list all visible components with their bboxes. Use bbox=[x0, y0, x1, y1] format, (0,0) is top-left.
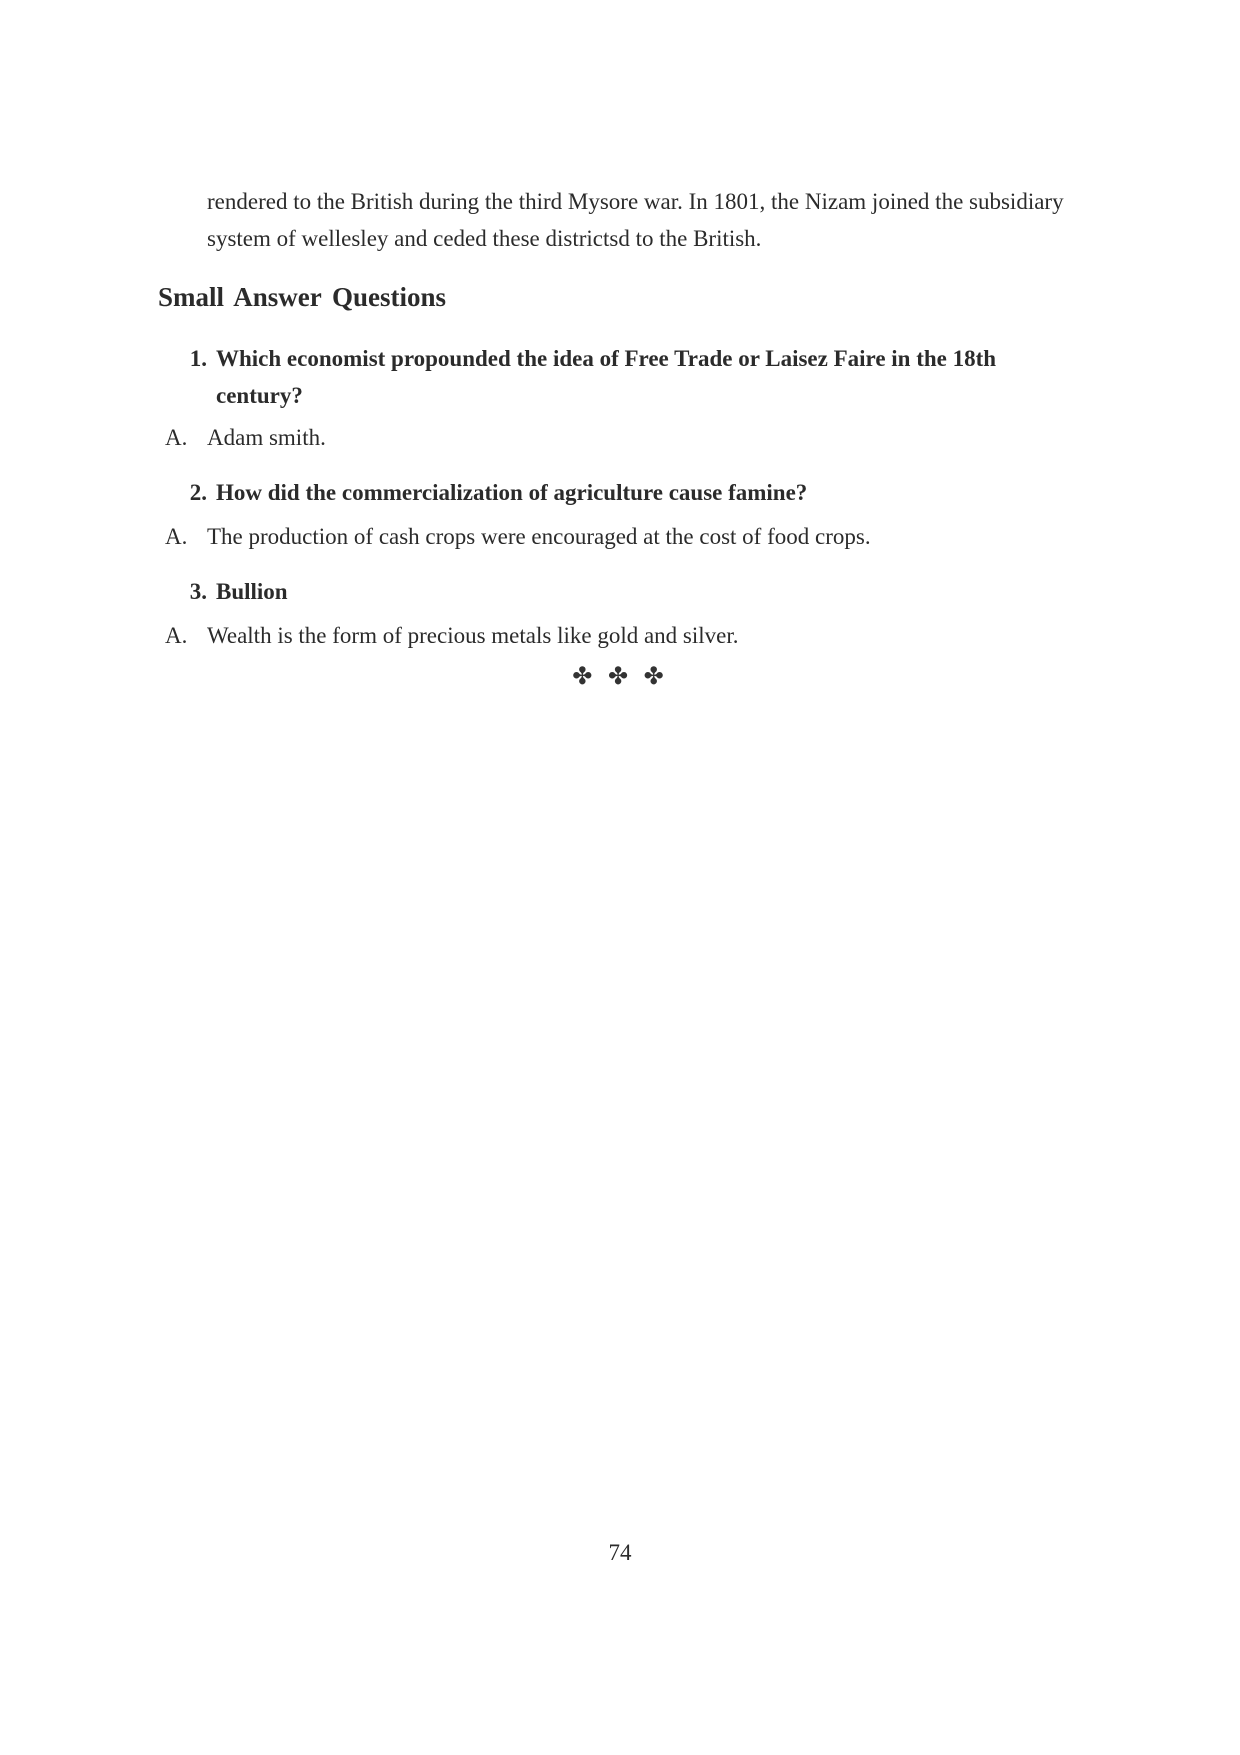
section-end-ornament: ✤ ✤ ✤ bbox=[572, 662, 668, 690]
question-number: 3. bbox=[189, 579, 207, 604]
answer-label: A. bbox=[165, 623, 188, 648]
answer-text: The production of cash crops were encouraged at the cost of food crops. bbox=[207, 524, 871, 549]
question-3 bbox=[158, 573, 1088, 610]
page-number: 74 bbox=[608, 1540, 632, 1565]
answer-label: A. bbox=[165, 524, 188, 549]
question-1 bbox=[158, 340, 1088, 414]
question-text: How did the commercialization of agriculture cause famine? bbox=[216, 480, 808, 505]
question-text: Bullion bbox=[216, 579, 288, 604]
question-number: 1. bbox=[189, 346, 207, 371]
section-title: Small Answer Questions bbox=[158, 282, 447, 312]
answer-text: Adam smith. bbox=[207, 425, 326, 450]
answer-1 bbox=[158, 419, 1088, 456]
question-number: 2. bbox=[189, 480, 207, 505]
answer-label: A. bbox=[165, 425, 188, 450]
question-text: Which economist propounded the idea of Free Trade or Laisez Faire in the 18th century? bbox=[216, 346, 997, 408]
question-2 bbox=[158, 474, 1088, 511]
answer-2 bbox=[158, 518, 1088, 555]
answer-text: Wealth is the form of precious metals like gold and silver. bbox=[207, 623, 739, 648]
intro-paragraph: rendered to the British during the third Mysore war. In 1801, the Nizam joined the subsidiary system of wellesley and ceded these districtsd to the British. bbox=[207, 189, 1064, 251]
answer-3 bbox=[158, 617, 1088, 654]
